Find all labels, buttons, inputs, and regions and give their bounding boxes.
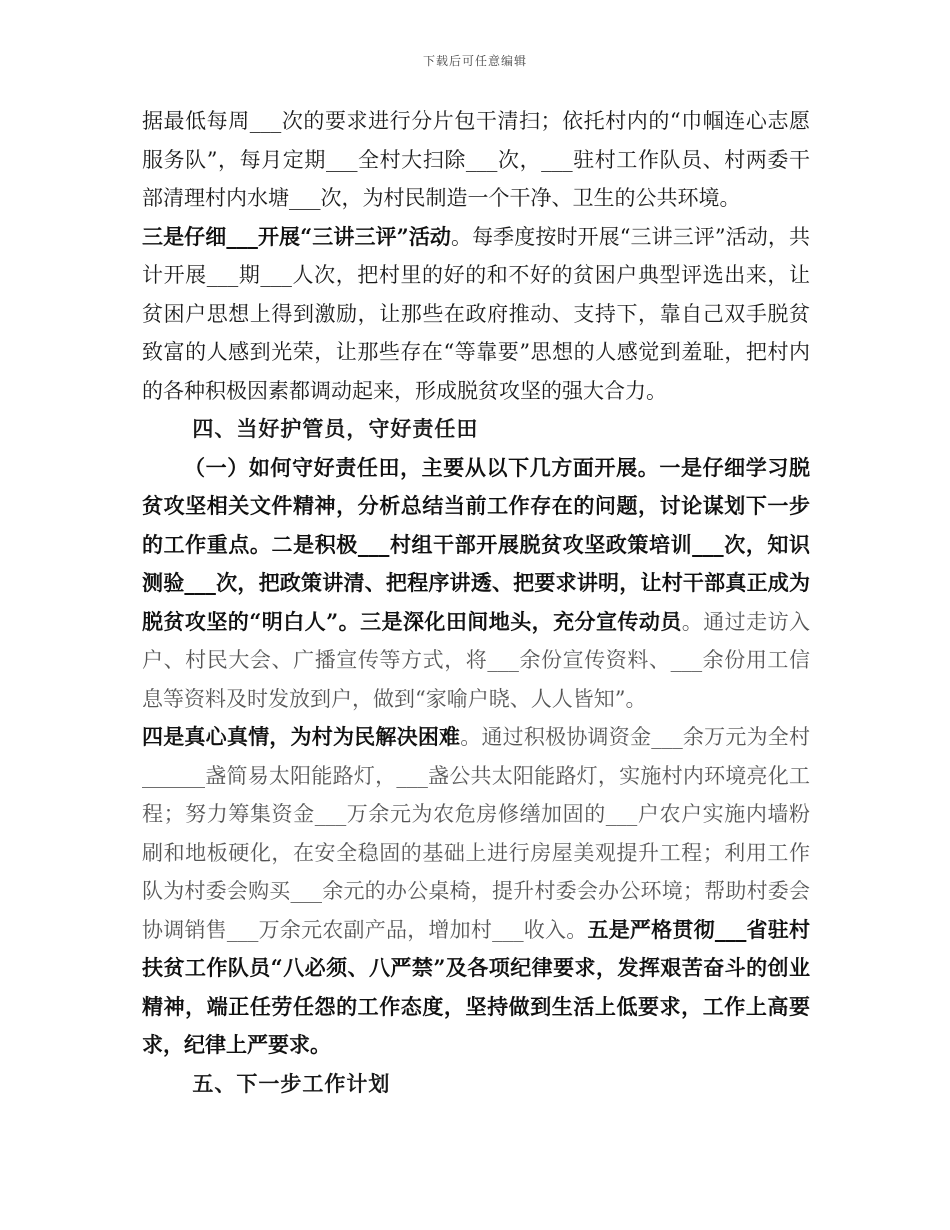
section-heading-5: 五、下一步工作计划 — [192, 1070, 391, 1096]
section-heading-4: 四、当好护管员，守好责任田 — [192, 416, 479, 441]
paragraph-solve-difficulties — [142, 718, 810, 1065]
paragraph-three-talks-text: 。每季度按时开展“三讲三评”活动，共计开展___期___人次，把村里的好的和不好的贫困户典型评选出来，让贫困户思想上得到激励，让那些在政府推动、支持下，靠自己双手脱贫致富的人感到光荣，让那些存在“等靠要”思想的人感觉到羞耻，把村内的各种积极因素都调动起来，形成脱贫攻坚的强大合力。 — [142, 224, 810, 403]
paragraph-solve-difficulties-lead: 四是真心真情，为村为民解决困难 — [142, 724, 461, 749]
paragraph-solve-difficulties-text: 。通过积极协调资金___余万元为全村______盏简易太阳能路灯，___盏公共太阳能路灯，实施村内环境亮化工程；努力筹集资金___万余元为农危房修缮加固的___户农户实施内墙粉刷和地板硬化，在安全稳固的基础上进行房屋美观提升工程；利用工作队为村委会购买___余元的办公桌椅，提升村委会办公环境；帮助村委会协调销售___万余元农副产品，增加村___收入。 — [142, 725, 810, 942]
paragraph-three-talks-lead: 三是仔细___开展“三讲三评”活动 — [142, 223, 451, 249]
page-header-note: 下载后可任意编辑 — [422, 54, 527, 68]
paragraph-discipline-lead: 五是严格贯彻___省驻村扶贫工作队员“八必须、八严禁”及各项纪律要求，发挥艰苦奋斗的创业精神，端正任劳任怨的工作态度，坚持做到生活上低要求，工作上高要求，纪律上严要求。 — [142, 916, 811, 1057]
paragraph-responsibility — [142, 449, 810, 719]
paragraph-cleaning — [142, 102, 810, 218]
paragraph-cleaning-text: 据最低每周___次的要求进行分片包干清扫；依托村内的“巾帼连心志愿服务队”，每月定期___全村大扫除___次，___驻村工作队员、村两委干部清理村内水塘___次，为村民制造一个干净、卫生的公共环境。 — [142, 109, 810, 210]
paragraph-responsibility-text: 。通过走访入户、村民大会、广播宣传等方式，将___余份宣传资料、___余份用工信息等资料及时发放到户，做到“家喻户晓、人人皆知”。 — [142, 609, 811, 711]
document-body — [142, 102, 810, 1103]
paragraph-three-talks — [142, 218, 810, 411]
paragraph-responsibility-lead: （一）如何守好责任田，主要从以下几方面开展。一是仔细学习脱贫攻坚相关文件精神，分析总结当前工作存在的问题，讨论谋划下一步的工作重点。二是积极___村组干部开展脱贫攻坚政策培训___次，知识测验___次，把政策讲清、把程序讲透、把要求讲明，让村干部真正成为脱贫攻坚的“明白人”。三是深化田间地头，充分宣传动员 — [142, 454, 810, 634]
